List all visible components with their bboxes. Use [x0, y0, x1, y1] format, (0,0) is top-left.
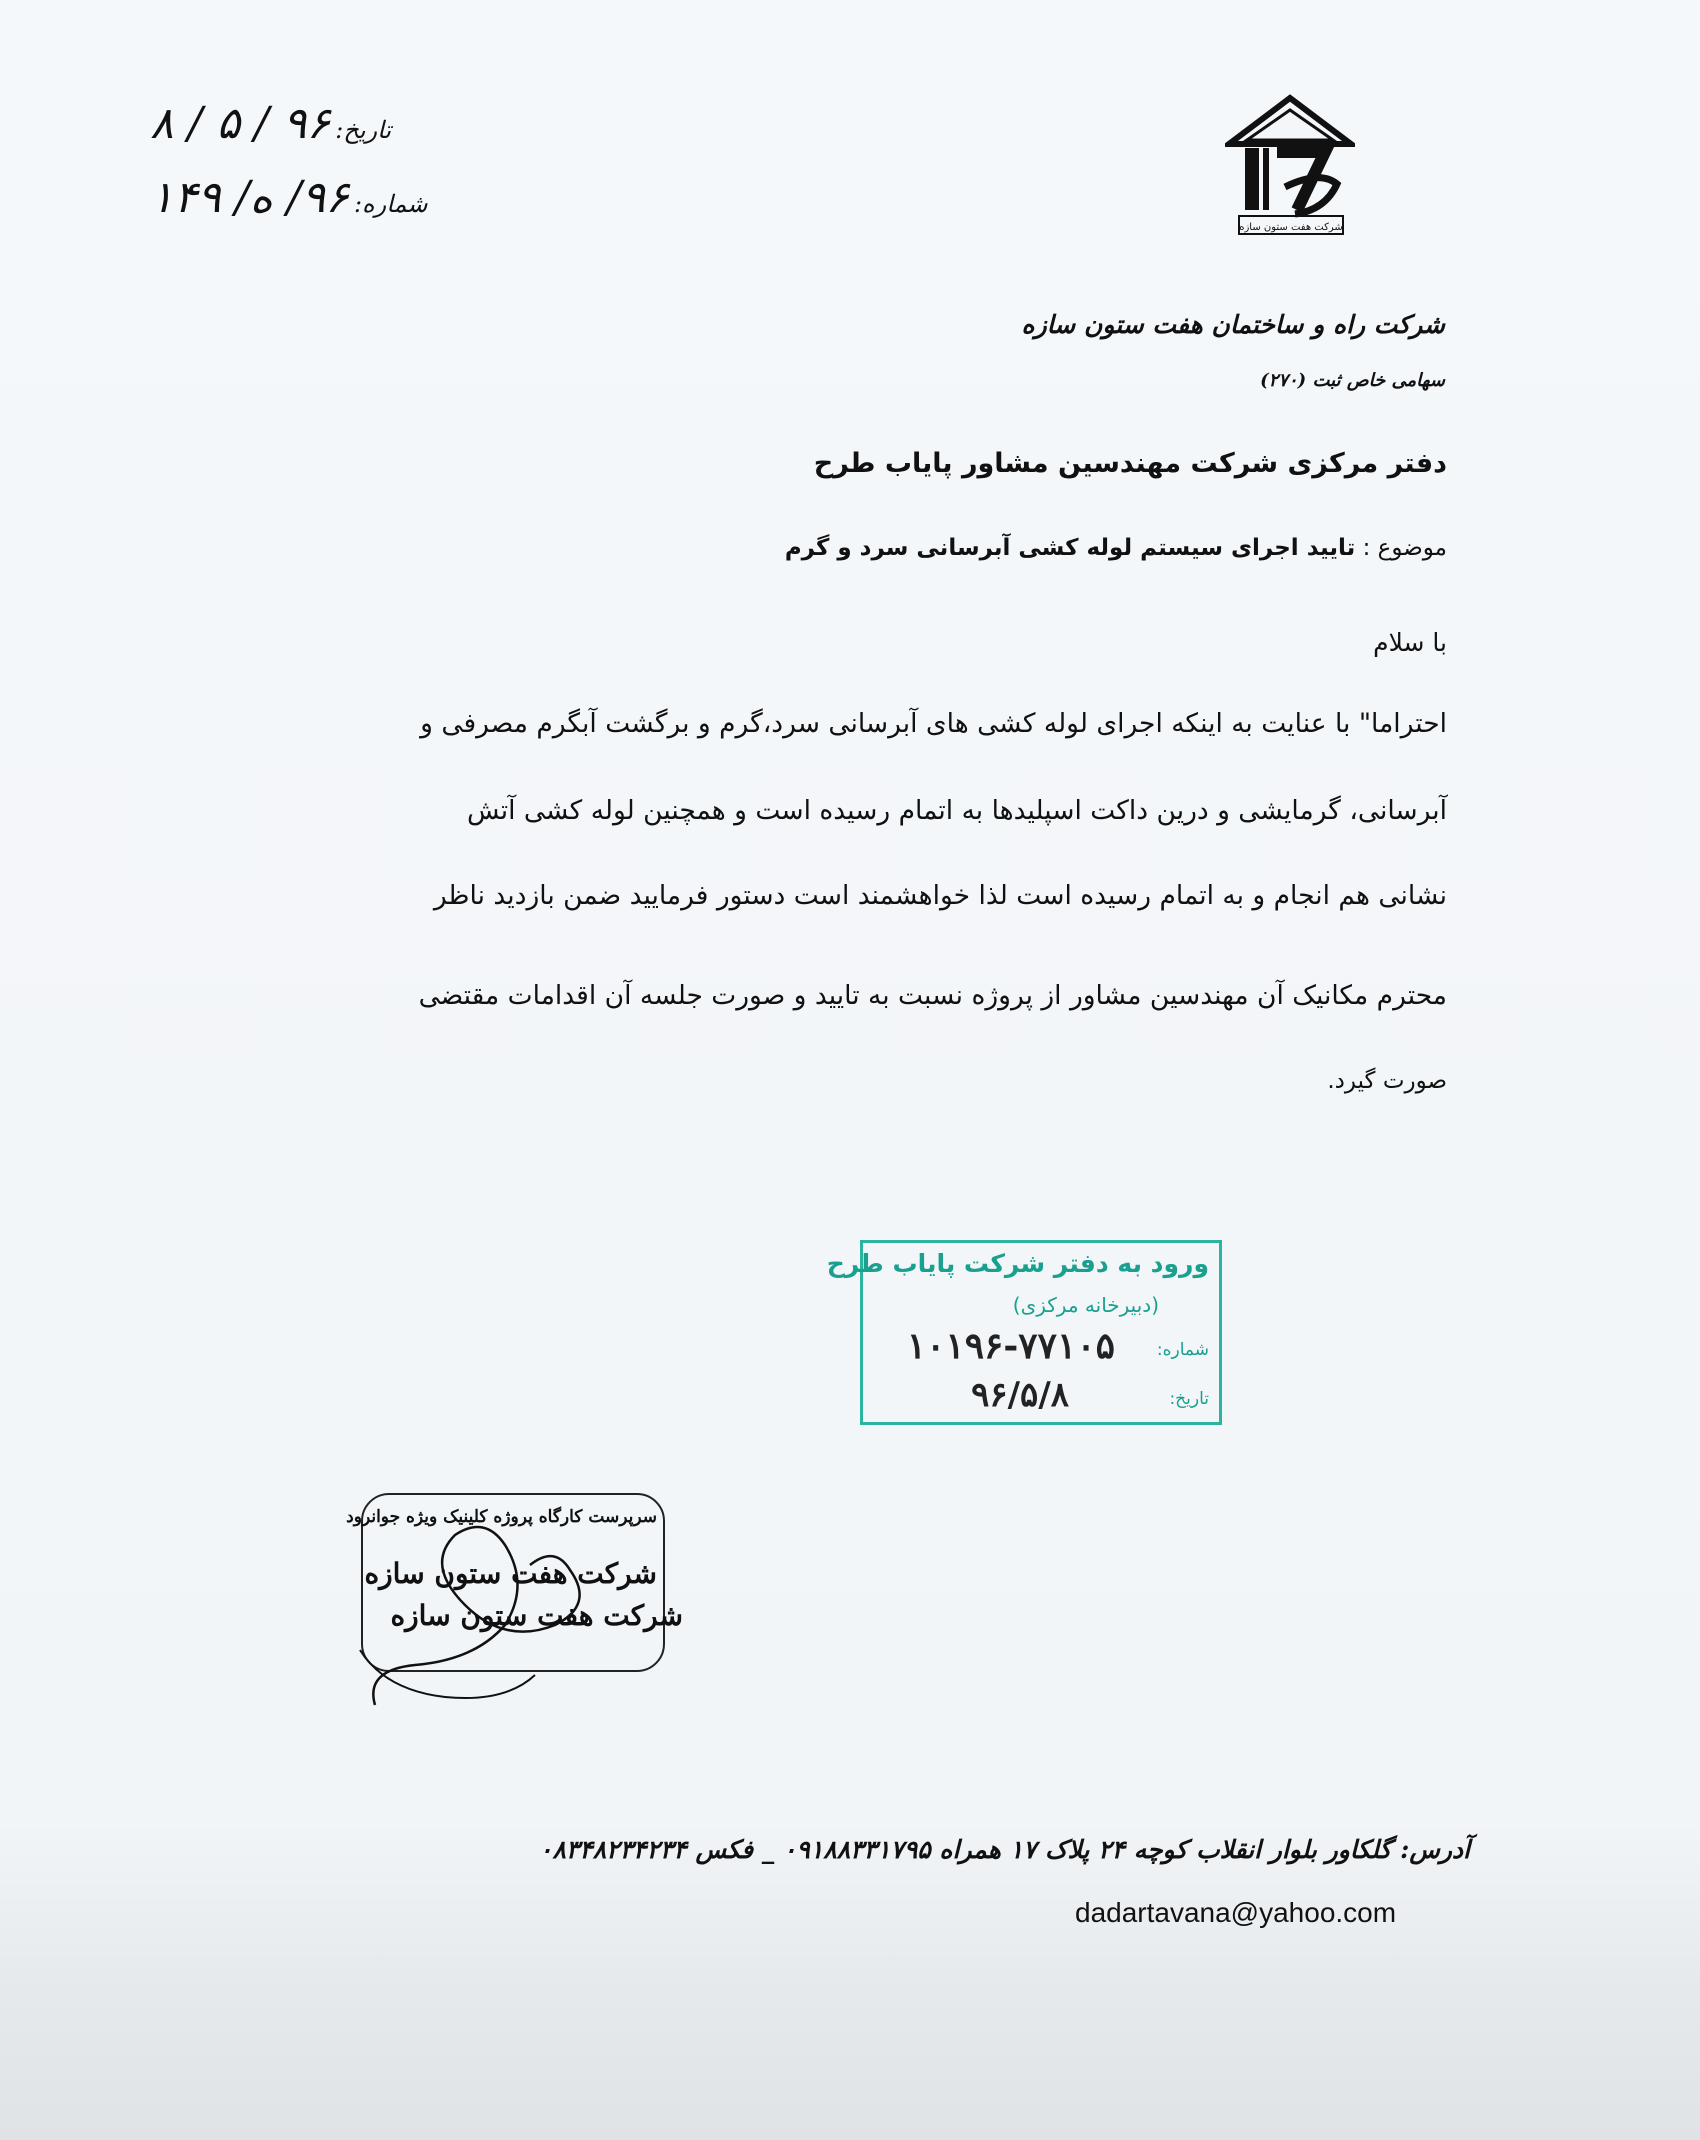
stamp-date-value: ۹۶/۵/۸ [971, 1375, 1069, 1415]
subject-text: تایید اجرای سیستم لوله کشی آبرسانی سرد و گرم [784, 535, 1356, 561]
receipt-stamp [826, 1240, 1222, 1425]
body-line: صورت گیرد. [1327, 1068, 1447, 1094]
body-line: محترم مکانیک آن مهندسین مشاور از پروژه نسبت به تایید و صورت جلسه آن اقدامات مقتضی [418, 980, 1447, 1011]
body-line: آبرسانی، گرمایشی و درین داکت اسپلیدها به اتمام رسیده است و همچنین لوله کشی آتش [466, 795, 1447, 826]
company-registration: سهامی خاص ثبت (۲۷۰) [1260, 370, 1445, 391]
stamp-line-3: شرکت هفت ستون سازه [390, 1599, 683, 1632]
subject-label: موضوع : [1362, 535, 1447, 561]
company-logo [1225, 92, 1355, 242]
stamp-number-value: ۱۰۱۹۶-۷۷۱۰۵ [906, 1325, 1115, 1367]
signature-stamp [346, 1475, 683, 1715]
stamp-subtitle: (دبیرخانه مرکزی) [1012, 1293, 1159, 1317]
letter-number [150, 172, 428, 223]
logo-mark [1225, 92, 1355, 242]
number-value: ۹۶/ ه/ ۱۴۹ [150, 172, 349, 223]
footer-address: آدرس: گلکاور بلوار انقلاب کوچه ۲۴ پلاک ۱۷ همراه ۰۹۱۸۸۳۳۱۷۹۵ _ فکس ۰۸۳۴۸۲۳۴۲۳۴ [539, 1835, 1470, 1864]
body-line: احتراما" با عنایت به اینکه اجرای لوله کشی های آبرسانی سرد،گرم و برگشت آبگرم مصرفی و [420, 708, 1447, 739]
footer-email[interactable]: dadartavana@yahoo.com [1075, 1897, 1397, 1928]
body-line: نشانی هم انجام و به اتمام رسیده است لذا خواهشمند است دستور فرمایید ضمن بازدید ناظر [433, 880, 1447, 911]
stamp-date-label: تاریخ: [1169, 1389, 1209, 1409]
subject-line [785, 535, 1447, 561]
handwritten-signature [355, 1475, 675, 1715]
greeting: با سلام [1373, 628, 1447, 657]
logo-caption: شرکت هفت ستون سازه [1239, 222, 1343, 233]
date-label: تاریخ: [335, 116, 392, 144]
stamp-number-label: شماره: [1156, 1340, 1209, 1360]
number-label: شماره: [353, 190, 428, 218]
stamp-title: ورود به دفتر شرکت پایاب طرح [826, 1249, 1209, 1278]
company-name: شرکت راه و ساختمان هفت ستون سازه [1021, 310, 1445, 339]
recipient: دفتر مرکزی شرکت مهندسین مشاور پایاب طرح [813, 448, 1447, 479]
date-value: ۹۶ / ۵ / ۸ [150, 98, 331, 149]
letter-date [150, 98, 391, 149]
stamp-line-1: سرپرست کارگاه پروژه کلینیک ویژه جوانرود [346, 1507, 657, 1527]
stamp-line-2: شرکت هفت ستون سازه [364, 1557, 657, 1590]
